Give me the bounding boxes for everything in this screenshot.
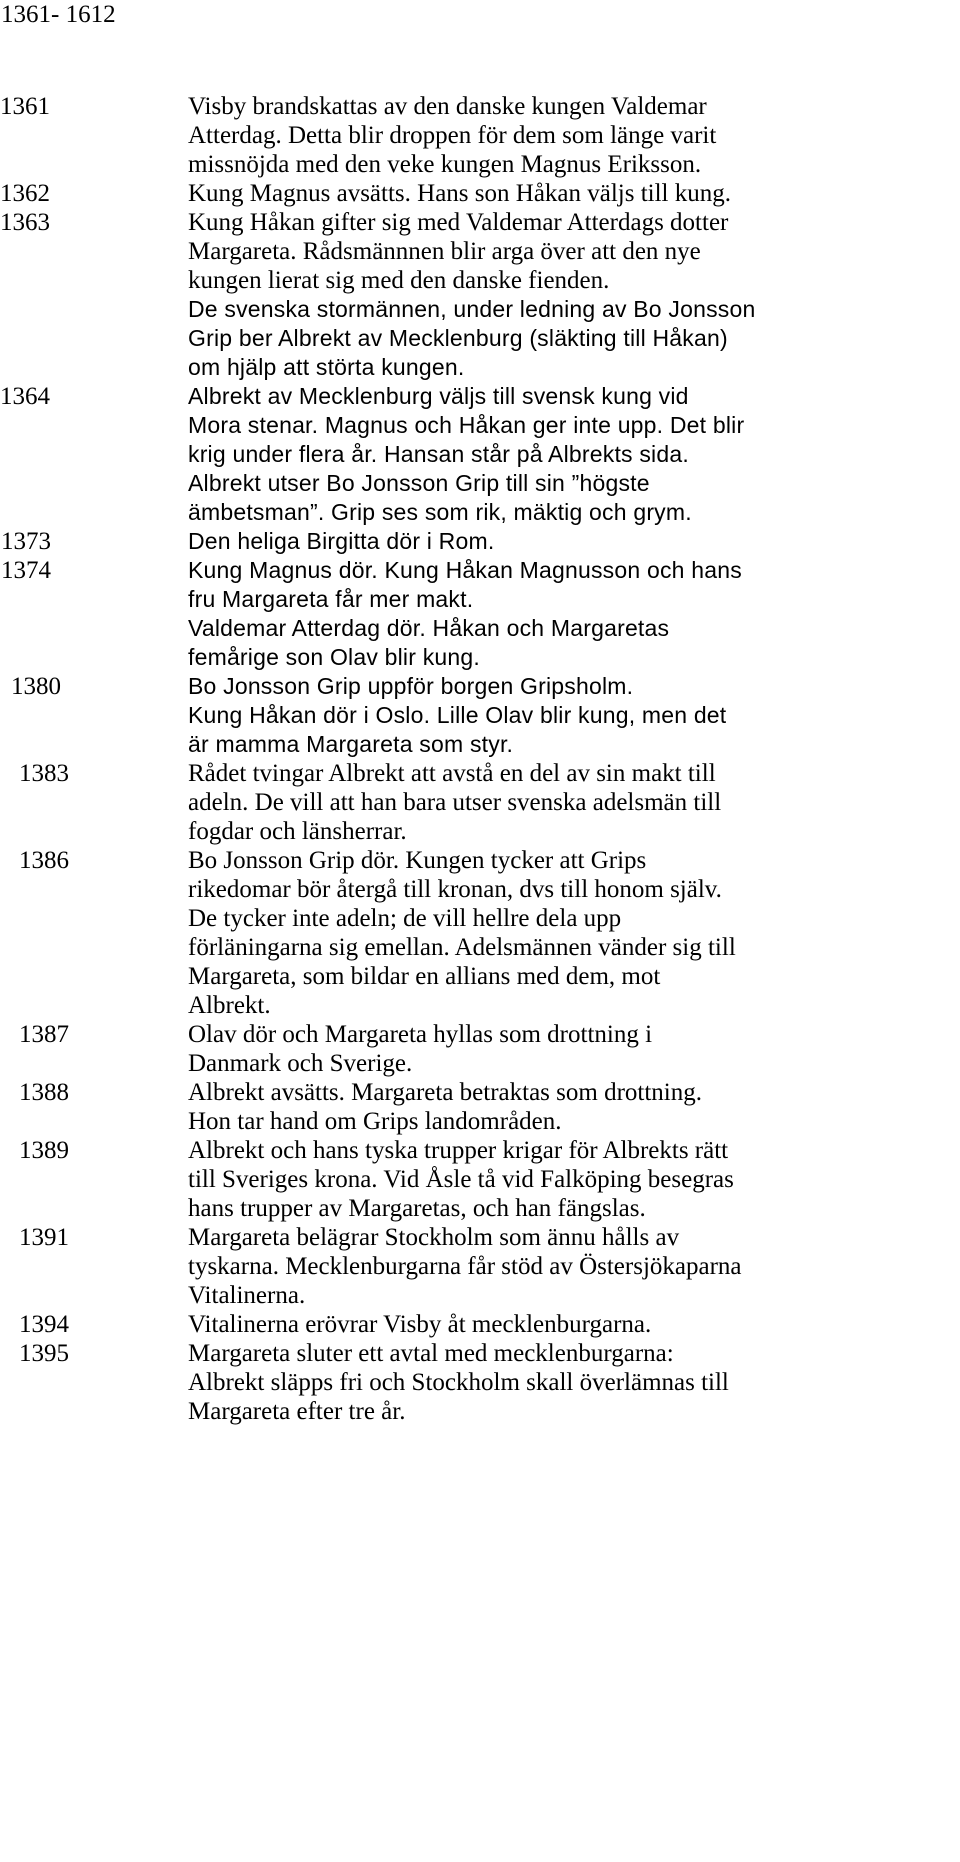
entry-text-line: Den heliga Birgitta dör i Rom. [188,528,495,554]
entry-year: 1363 [0,209,50,236]
entry-text-line: krig under flera år. Hansan står på Albrekts sida. [188,441,689,467]
entry-text-line: Kung Magnus dör. Kung Håkan Magnusson och hans [188,557,742,583]
entry-text-line: Hon tar hand om Grips landområden. [188,1108,562,1135]
entry-text-line: Danmark och Sverige. [188,1050,413,1077]
timeline-entry [0,1339,960,1426]
entry-text-line: femårige son Olav blir kung. [188,644,480,670]
entry-text-line: Albrekt släpps fri och Stockholm skall överlämnas till [188,1369,729,1396]
entry-text-line: till Sveriges krona. Vid Åsle tå vid Falköping besegras [188,1166,734,1193]
timeline-entry [0,1136,960,1223]
entry-text-line: om hjälp att störta kungen. [188,354,465,380]
entry-text-line: Bo Jonsson Grip dör. Kungen tycker att Grips [188,847,647,874]
entry-year: 1373 [1,528,51,555]
entry-year: 1383 [19,760,69,787]
timeline [0,92,960,1426]
entry-year: 1391 [19,1224,69,1251]
entry-text-line: Bo Jonsson Grip uppför borgen Gripsholm. [188,673,634,699]
entry-text-line: Visby brandskattas av den danske kungen Valdemar [188,93,707,120]
entry-year: 1389 [19,1137,69,1164]
entry-text-line: förläningarna sig emellan. Adelsmännen vänder sig till [188,934,736,961]
timeline-entry [0,556,960,672]
entry-text-line: Margareta efter tre år. [188,1398,406,1425]
entry-text-line: Albrekt utser Bo Jonsson Grip till sin ”högste [188,470,650,496]
entry-text-line: Margareta sluter ett avtal med mecklenburgarna: [188,1340,674,1367]
entry-text-line: Margareta, som bildar en allians med dem, mot [188,963,661,990]
entry-text-line: ämbetsman”. Grip ses som rik, mäktig och grym. [188,499,692,525]
entry-text-line: fogdar och länsherrar. [188,818,407,845]
timeline-entry [0,382,960,527]
entry-text-line: Grip ber Albrekt av Mecklenburg (släkting till Håkan) [188,325,728,351]
entry-year: 1395 [19,1340,69,1367]
timeline-entry [0,1310,960,1339]
timeline-entry [0,179,960,208]
entry-text-line: Albrekt avsätts. Margareta betraktas som drottning. [188,1079,702,1106]
timeline-entry [0,92,960,179]
timeline-entry [0,527,960,556]
entry-year: 1380 [11,673,61,700]
entry-year: 1374 [1,557,51,584]
entry-year: 1364 [0,383,50,410]
entry-text-line: Mora stenar. Magnus och Håkan ger inte upp. Det blir [188,412,745,438]
entry-text-line: missnöjda med den veke kungen Magnus Eriksson. [188,151,702,178]
entry-text-line: Kung Håkan gifter sig med Valdemar Atterdags dotter [188,209,729,236]
timeline-entry [0,1078,960,1136]
entry-text-line: adeln. De vill att han bara utser svenska adelsmän till [188,789,722,816]
entry-text-line: Margareta. Rådsmännnen blir arga över att den nye [188,238,701,265]
entry-text-line: Valdemar Atterdag dör. Håkan och Margaretas [188,615,670,641]
timeline-entry [0,1223,960,1310]
timeline-entry [0,846,960,1020]
entry-text-line: Vitalinerna. [188,1282,306,1309]
entry-text-line: De svenska stormännen, under ledning av Bo Jonsson [188,296,756,322]
entry-year: 1387 [19,1021,69,1048]
entry-text-line: Olav dör och Margareta hyllas som drottning i [188,1021,653,1048]
entry-text-line: Rådet tvingar Albrekt att avstå en del av sin makt till [188,760,716,787]
entry-text-line: Albrekt av Mecklenburg väljs till svensk kung vid [188,383,689,409]
entry-year: 1386 [19,847,69,874]
timeline-entry [0,672,960,759]
page-title: 1361- 1612 [1,1,116,28]
entry-text-line: tyskarna. Mecklenburgarna får stöd av Östersjökaparna [188,1253,742,1280]
entry-text-line: Albrekt. [188,992,271,1019]
entry-text-line: hans trupper av Margaretas, och han fängslas. [188,1195,646,1222]
entry-year: 1361 [0,93,50,120]
entry-text-line: De tycker inte adeln; de vill hellre dela upp [188,905,622,932]
timeline-entry [0,1020,960,1078]
entry-year: 1394 [19,1311,69,1338]
timeline-entry [0,208,960,382]
entry-text-line: rikedomar bör återgå till kronan, dvs till honom själv. [188,876,722,903]
entry-year: 1362 [0,180,50,207]
entry-year: 1388 [19,1079,69,1106]
entry-text-line: Kung Magnus avsätts. Hans son Håkan väljs till kung. [188,180,732,207]
entry-text-line: Margareta belägrar Stockholm som ännu hålls av [188,1224,680,1251]
entry-text-line: Atterdag. Detta blir droppen för dem som länge varit [188,122,717,149]
entry-text-line: Albrekt och hans tyska trupper krigar för Albrekts rätt [188,1137,729,1164]
entry-text-line: är mamma Margareta som styr. [188,731,514,757]
entry-text-line: kungen lierat sig med den danske fienden. [188,267,610,294]
entry-text-line: fru Margareta får mer makt. [188,586,474,612]
entry-text-line: Kung Håkan dör i Oslo. Lille Olav blir kung, men det [188,702,727,728]
timeline-entry [0,759,960,846]
entry-text-line: Vitalinerna erövrar Visby åt mecklenburgarna. [188,1311,652,1338]
